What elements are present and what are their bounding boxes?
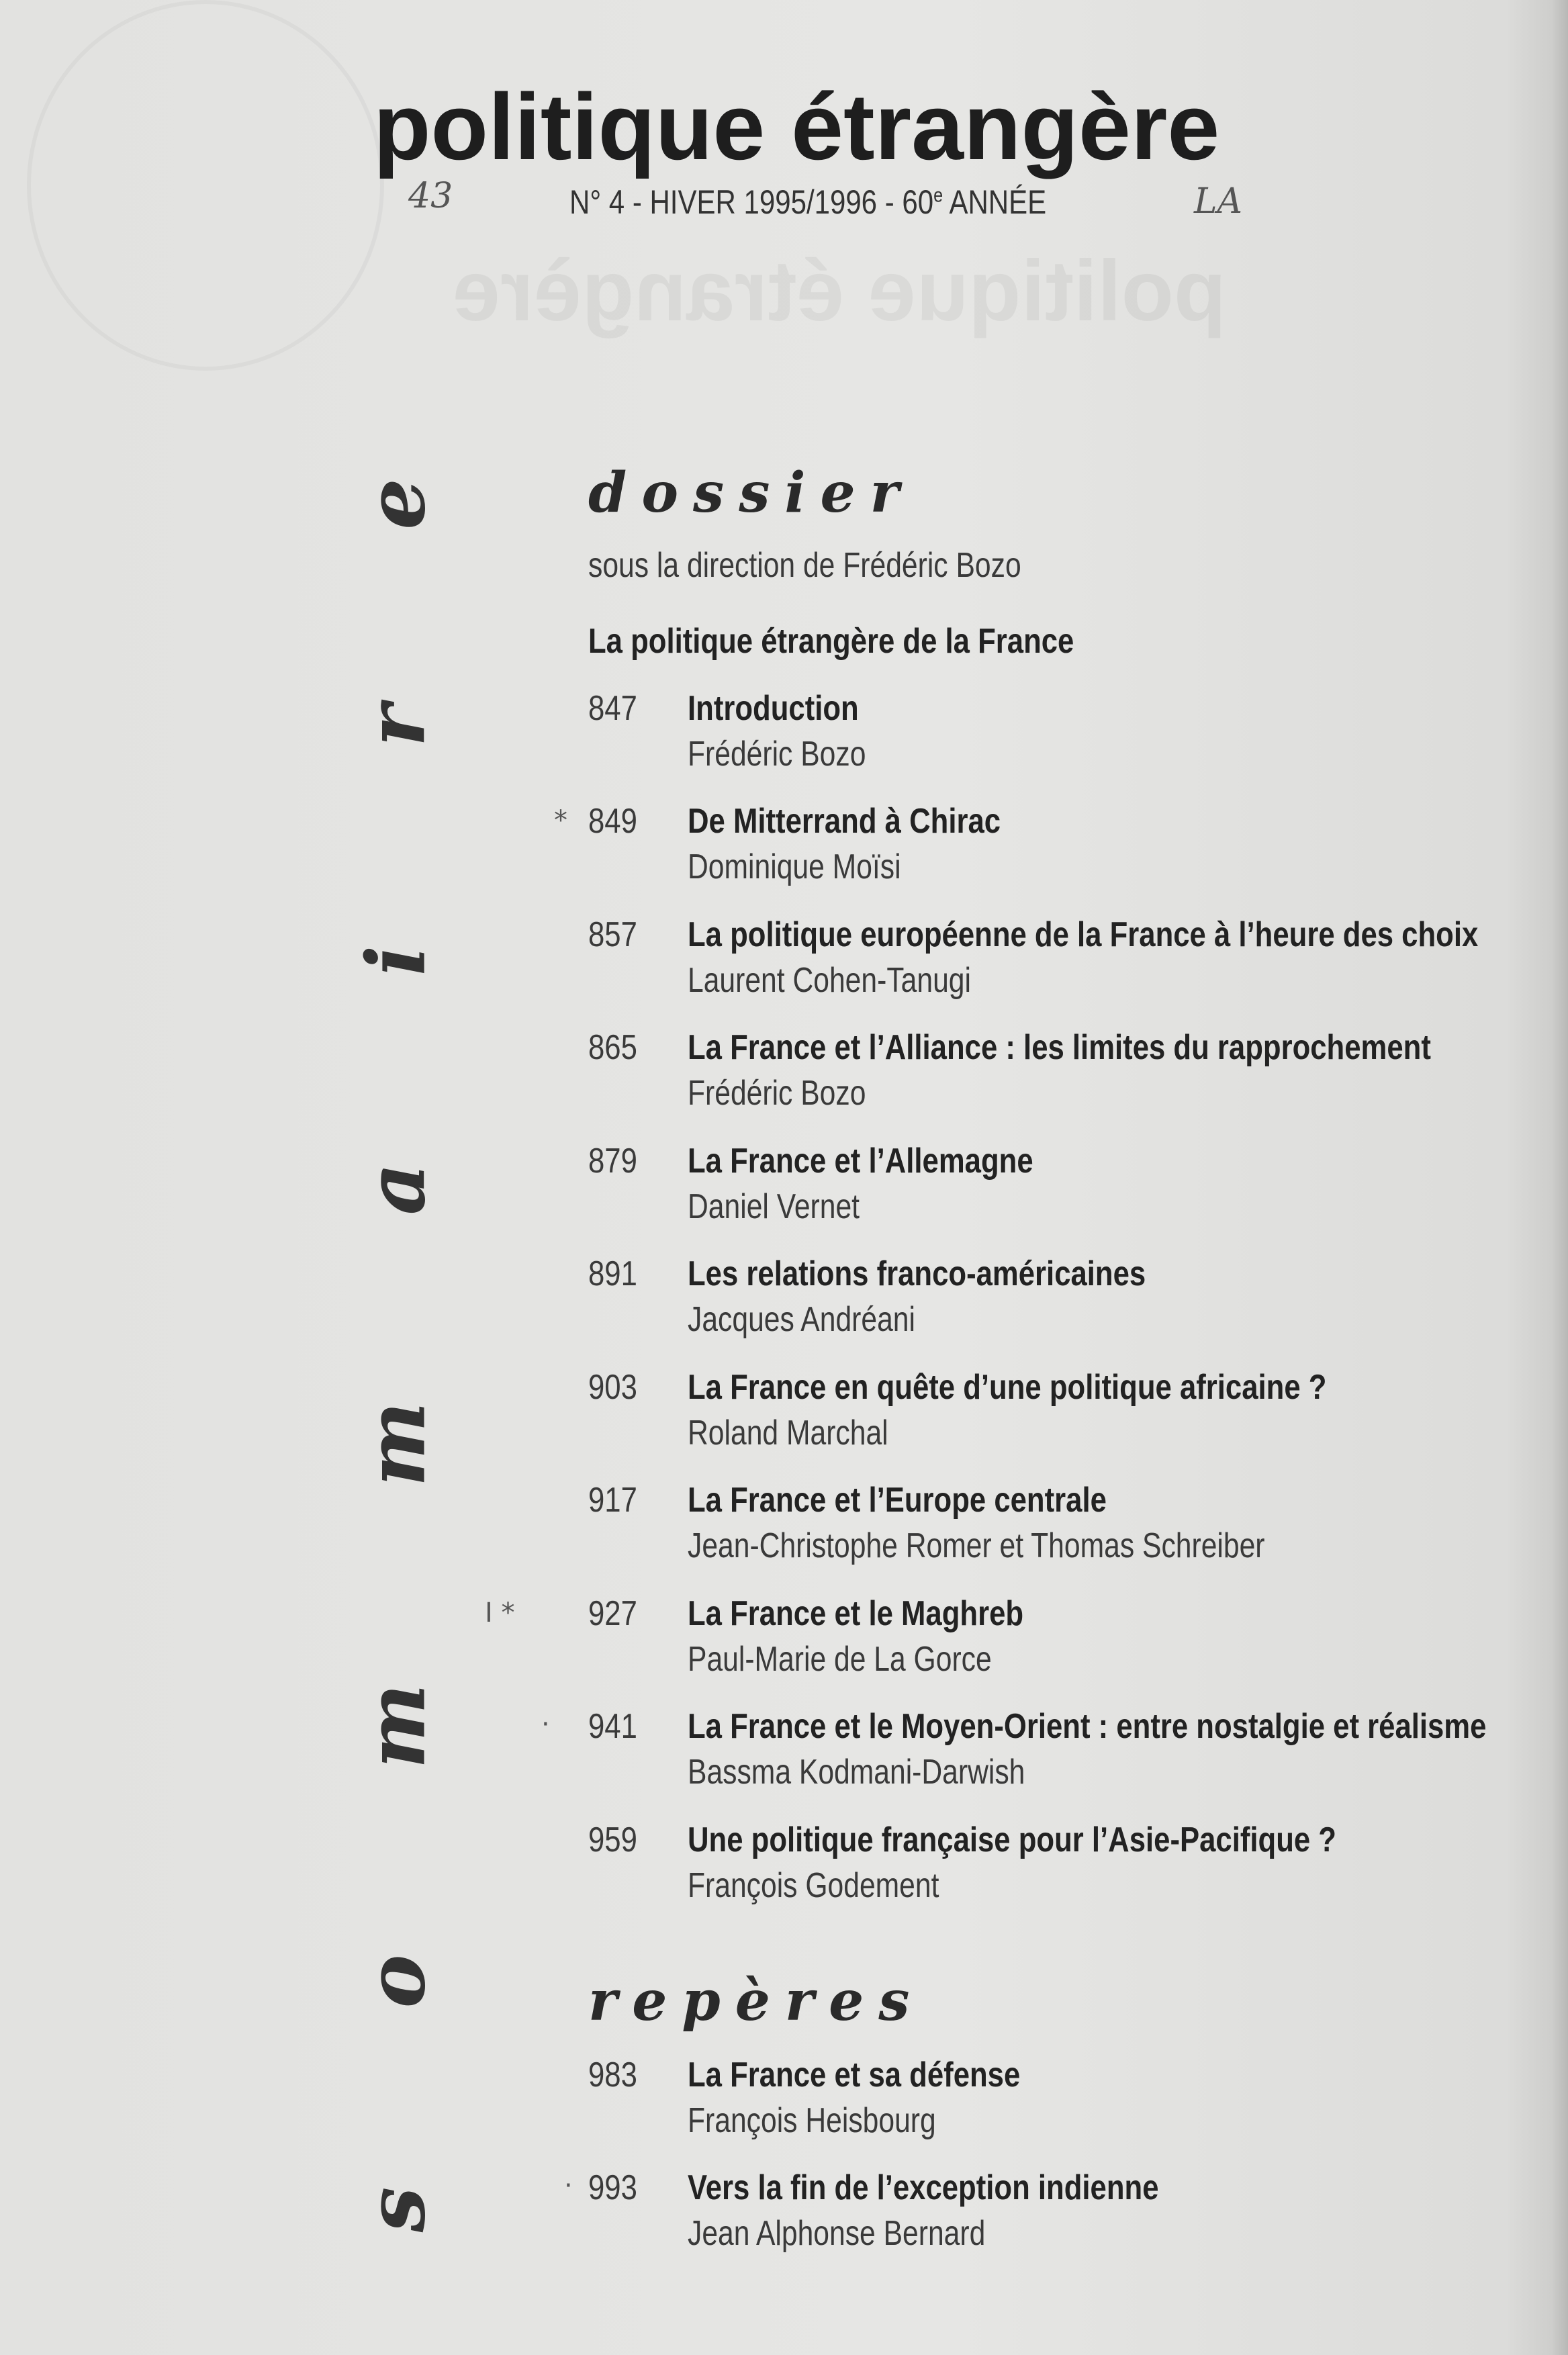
dossier-title: La politique étrangère de la France	[588, 622, 1074, 661]
article-title: La France et l’Allemagne	[688, 1142, 1033, 1181]
article-author: Paul-Marie de La Gorce	[688, 1640, 992, 1679]
article-title: La France et le Maghreb	[688, 1594, 1024, 1633]
page-number: 879	[588, 1142, 637, 1181]
toc-entry[interactable]	[0, 1706, 1568, 1814]
article-title: Vers la fin de l’exception indienne	[688, 2168, 1159, 2207]
page-number: 847	[588, 689, 637, 728]
article-title: La France et sa défense	[688, 2056, 1021, 2094]
side-letter: r	[349, 704, 444, 747]
article-title: De Mitterrand à Chirac	[688, 802, 1001, 841]
article-title: La France et l’Europe centrale	[688, 1481, 1107, 1520]
toc-entry[interactable]	[0, 1480, 1568, 1587]
pen-mark: ·	[541, 1709, 550, 1740]
page-number: 865	[588, 1028, 637, 1067]
article-author: Jean Alphonse Bernard	[688, 2214, 986, 2253]
side-letter: m	[349, 1683, 444, 1769]
article-author: Frédéric Bozo	[688, 735, 866, 774]
faded-library-stamp	[27, 0, 384, 371]
article-author: Laurent Cohen-Tanugi	[688, 961, 971, 1000]
article-author: François Godement	[688, 1866, 939, 1905]
article-title: La politique européenne de la France à l’heure des choix	[688, 915, 1479, 954]
toc-entry[interactable]	[0, 688, 1568, 796]
article-author: Jean-Christophe Romer et Thomas Schreiber	[688, 1526, 1265, 1565]
article-author: Dominique Moïsi	[688, 847, 901, 886]
side-letter: e	[349, 478, 444, 530]
toc-entry[interactable]	[0, 1820, 1568, 1927]
article-title: La France et l’Alliance : les limites du rapprochement	[688, 1028, 1431, 1067]
toc-entry[interactable]	[0, 1027, 1568, 1135]
toc-entry[interactable]	[0, 801, 1568, 909]
page-number: 857	[588, 915, 637, 954]
toc-entry[interactable]	[0, 1254, 1568, 1361]
article-author: François Heisbourg	[688, 2101, 936, 2140]
show-through-title: politique étrangère	[452, 243, 1227, 339]
article-author: Jacques Andréani	[688, 1300, 916, 1339]
pen-mark: *	[554, 805, 567, 836]
page-number: 891	[588, 1254, 637, 1293]
toc-entry[interactable]	[0, 1367, 1568, 1475]
page-number: 941	[588, 1707, 637, 1746]
article-title: Les relations franco-américaines	[688, 1254, 1146, 1293]
side-letter: a	[349, 1162, 444, 1215]
page-number: 917	[588, 1481, 637, 1520]
side-letter: o	[349, 1954, 444, 2008]
page-number: 927	[588, 1594, 637, 1633]
pen-mark: ·	[564, 2170, 573, 2201]
dossier-heading: dossier	[588, 461, 914, 525]
page-number: 983	[588, 2056, 637, 2094]
toc-entry[interactable]	[0, 915, 1568, 1022]
issue-line: N° 4 - HIVER 1995/1996 - 60e ANNÉE	[569, 183, 1047, 221]
page-number: 849	[588, 802, 637, 841]
page-number: 993	[588, 2168, 637, 2207]
toc-entry[interactable]	[0, 2168, 1568, 2275]
side-letter: s	[349, 2186, 444, 2233]
article-author: Daniel Vernet	[688, 1187, 860, 1226]
handwritten-note-left: 43	[408, 176, 453, 216]
page-number: 903	[588, 1368, 637, 1407]
side-letter: m	[349, 1401, 444, 1487]
article-title: La France en quête d’une politique africaine ?	[688, 1368, 1327, 1407]
journal-title: politique étrangère	[373, 74, 1220, 179]
article-author: Frédéric Bozo	[688, 1074, 866, 1113]
article-title: Introduction	[688, 689, 859, 728]
toc-entry[interactable]	[0, 2055, 1568, 2162]
pen-mark: I *	[485, 1598, 515, 1628]
toc-entry[interactable]	[0, 1594, 1568, 1701]
article-author: Roland Marchal	[688, 1414, 888, 1452]
side-letter: i	[349, 945, 444, 976]
toc-entry[interactable]	[0, 1141, 1568, 1248]
page-number: 959	[588, 1820, 637, 1859]
reperes-heading: repères	[588, 1969, 925, 2033]
article-author: Bassma Kodmani-Darwish	[688, 1753, 1025, 1792]
article-title: Une politique française pour l’Asie-Pacifique ?	[688, 1820, 1336, 1859]
handwritten-note-right: LA	[1194, 181, 1243, 222]
article-title: La France et le Moyen-Orient : entre nostalgie et réalisme	[688, 1707, 1487, 1746]
dossier-subtitle: sous la direction de Frédéric Bozo	[588, 546, 1021, 585]
